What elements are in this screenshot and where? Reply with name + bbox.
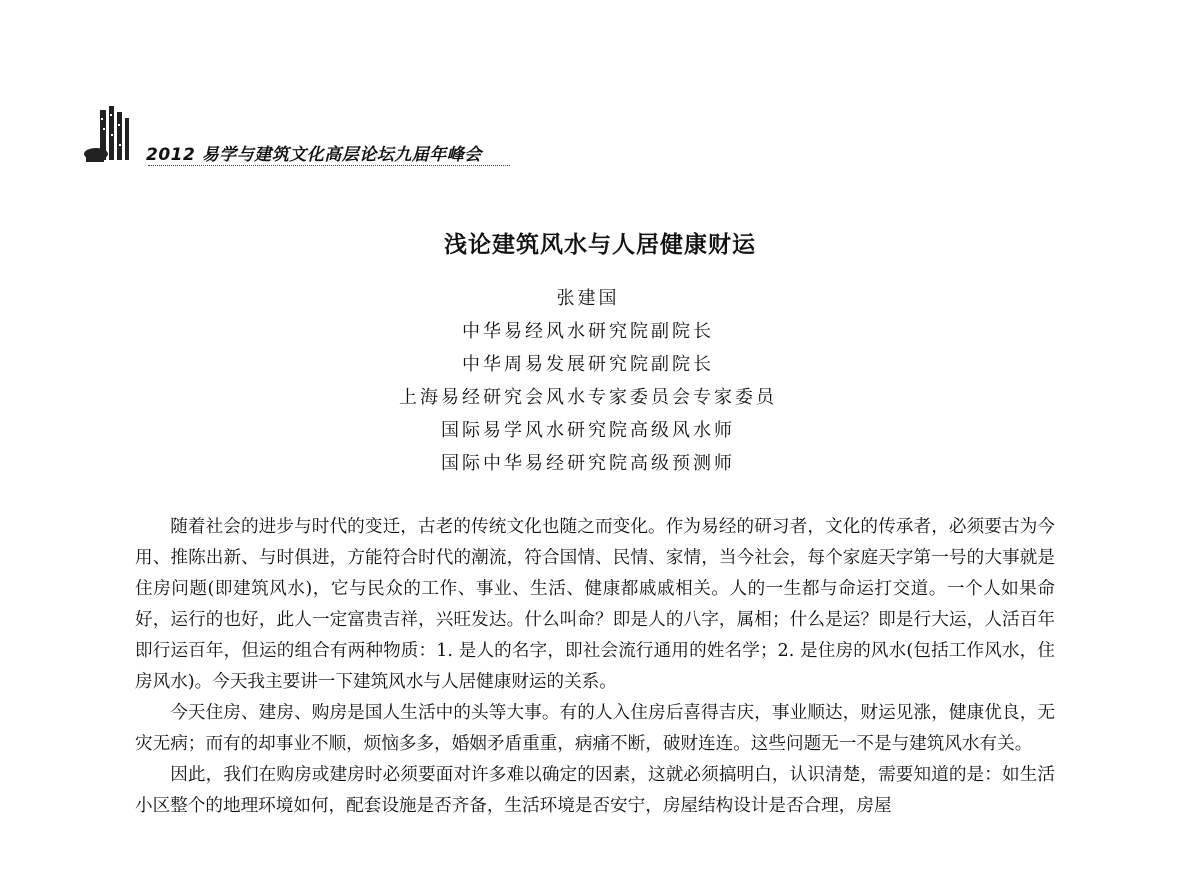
running-header — [70, 100, 530, 170]
running-header-text: 2012 易学与建筑文化高层论坛九届年峰会 — [146, 145, 482, 165]
author-affiliation: 国际易学风水研究院高级风水师 — [441, 420, 735, 441]
article-body — [135, 512, 1055, 822]
body-paragraph: 因此，我们在购房或建房时必须要面对许多难以确定的因素，这就必须搞明白，认识清楚，需要知道的是：如生活小区整个的地理环境如何，配套设施是否齐备，生活环境是否安宁，房屋结构设计是否合理，房屋 — [135, 765, 1055, 816]
body-paragraph: 随着社会的进步与时代的变迁，古老的传统文化也随之而变化。作为易经的研习者，文化的传承者，必须要古为今用、推陈出新、与时俱进，方能符合时代的潮流，符合国情、民情、家情，当今社会，每个家庭天字第一号的大事就是住房问题(即建筑风水)，它与民众的工作、事业、生活、健康都戚戚相关。人的一生都与命运打交道。一个人如果命好，运行的也好，此人一定富贵吉祥，兴旺发达。什么叫命？即是人的八字，属相；什么是运？即是行大运，人活百年即行运百年，但运的组合有两种物质：1. 是人的名字，即社会流行通用的姓名学；2. 是住房的风水(包括工作风水，住房风水)。今天我主要讲一下建筑风水与人居健康财运的关系。 — [135, 517, 1055, 692]
header-divider — [148, 165, 510, 166]
body-paragraph: 今天住房、建房、购房是国人生活中的头等大事。有的人入住房后喜得吉庆，事业顺达，财运见涨，健康优良，无灾无病；而有的却事业不顺，烦恼多多，婚姻矛盾重重，病痛不断，破财连连。这些问题无一不是与建筑风水有关。 — [135, 703, 1055, 754]
article-title: 浅论建筑风水与人居健康财运 — [444, 232, 756, 258]
bamboo-slip-logo-icon — [82, 104, 142, 168]
author-affiliation: 中华周易发展研究院副院长 — [462, 354, 714, 375]
author-affiliation: 上海易经研究会风水专家委员会专家委员 — [399, 387, 777, 408]
author-affiliation: 国际中华易经研究院高级预测师 — [441, 453, 735, 474]
author-block — [0, 282, 1176, 480]
author-name: 张建国 — [556, 288, 620, 309]
author-affiliation: 中华易经风水研究院副院长 — [462, 321, 714, 342]
